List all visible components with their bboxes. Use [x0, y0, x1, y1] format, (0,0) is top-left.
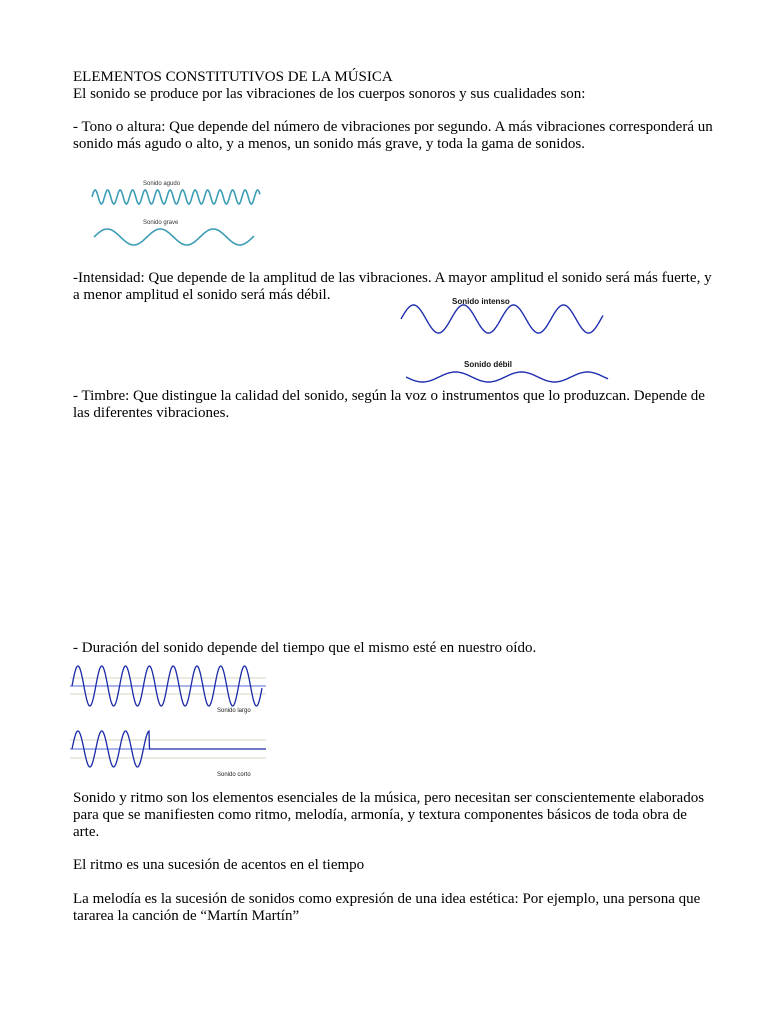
duracion-wave-figure	[70, 662, 268, 780]
wave-debil	[406, 372, 608, 382]
label-sonido-largo: Sonido largo	[217, 708, 251, 714]
label-sonido-intenso: Sonido intenso	[452, 297, 510, 306]
melodia-paragraph: La melodía es la sucesión de sonidos como expresión de una idea estética: Por ejemplo, una persona que tararea la canción de “Martín Martín”	[73, 891, 701, 924]
intro-paragraph: El sonido se produce por las vibraciones de los cuerpos sonoros y sus cualidades son:	[73, 86, 586, 102]
ritmo-paragraph: El ritmo es una sucesión de acentos en el tiempo	[73, 857, 365, 873]
document-title: ELEMENTOS CONSTITUTIVOS DE LA MÚSICA	[73, 69, 393, 85]
label-sonido-corto: Sonido corto	[217, 772, 251, 778]
wave-intenso	[401, 305, 603, 333]
tono-wave-figure	[88, 176, 263, 248]
intensidad-paragraph: -Intensidad: Que depende de la amplitud de las vibraciones. A mayor amplitud el sonido será más fuerte, y a menor amplitud el sonido será más débil.	[73, 270, 712, 303]
wave-grave	[94, 229, 254, 245]
intensidad-wave-figure	[398, 294, 610, 384]
label-sonido-agudo: Sonido agudo	[143, 181, 181, 187]
tono-paragraph: - Tono o altura: Que depende del número de vibraciones por segundo. A más vibraciones corresponderá un sonido más agudo o alto, y a menos, un sonido más grave, y toda la gama de sonidos.	[73, 119, 713, 152]
label-sonido-grave: Sonido grave	[143, 220, 179, 226]
label-sonido-debil: Sonido débil	[464, 360, 512, 369]
sonido-ritmo-paragraph: Sonido y ritmo son los elementos esenciales de la música, pero necesitan ser conscientemente elaborados para que se manifiesten como ritmo, melodía, armonía, y textura componentes básicos de toda obra de arte.	[73, 790, 705, 840]
timbre-paragraph: - Timbre: Que distingue la calidad del sonido, según la voz o instrumentos que lo produzcan. Depende de las diferentes vibraciones.	[73, 388, 705, 421]
wave-agudo	[92, 190, 260, 204]
duracion-paragraph: - Duración del sonido depende del tiempo que el mismo esté en nuestro oído.	[73, 640, 537, 656]
